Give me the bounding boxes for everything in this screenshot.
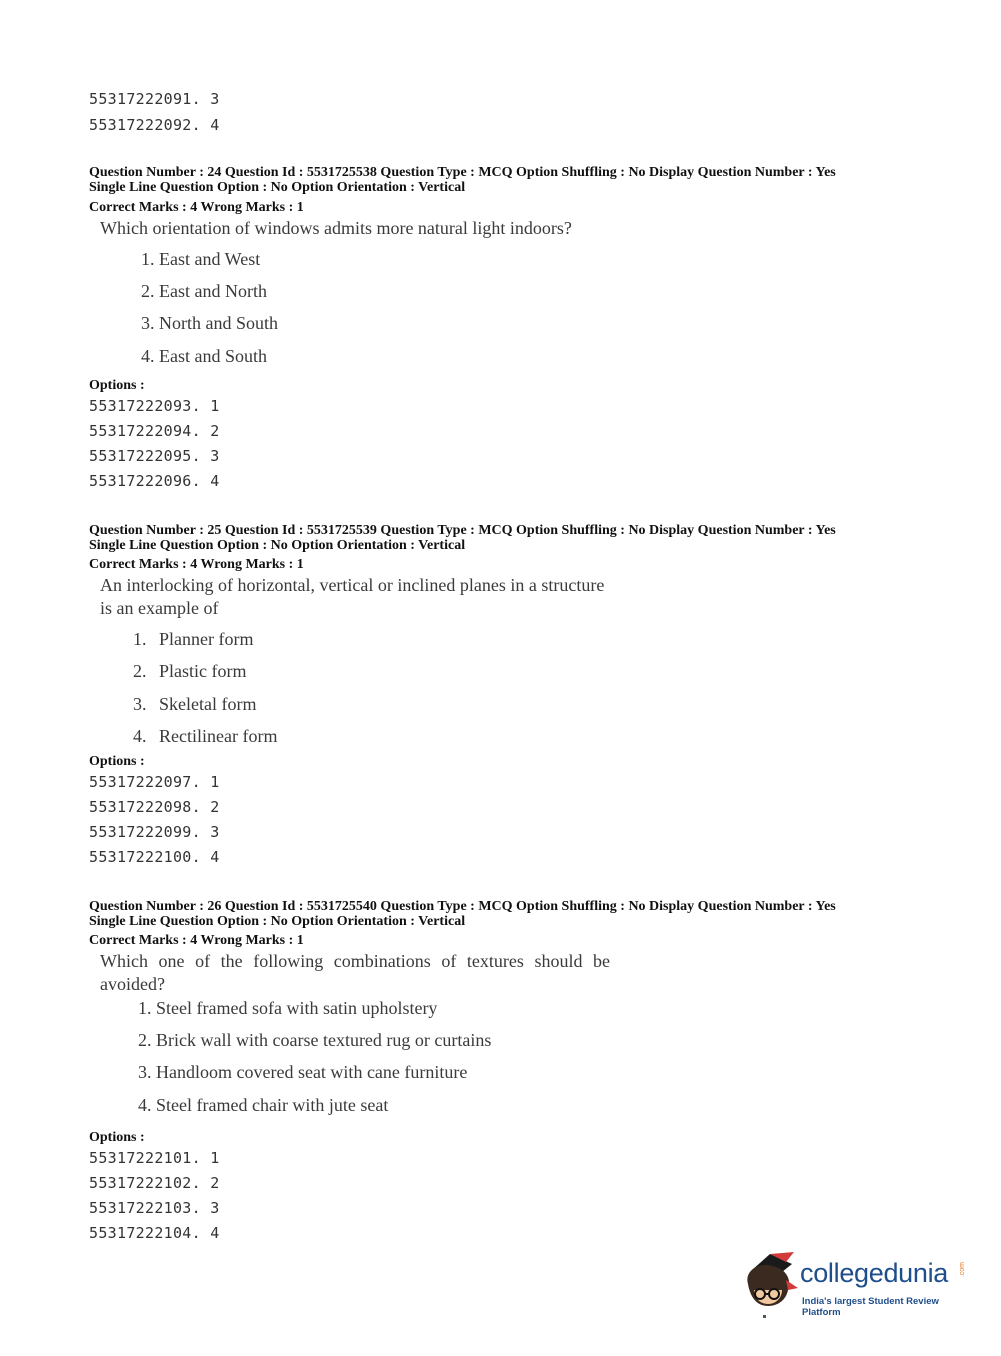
answer-choice: [133, 661, 247, 682]
option-id-line: 55317222098. 2: [89, 798, 220, 816]
options-label: Options :: [89, 378, 145, 393]
option-id-line: 55317222100. 4: [89, 848, 220, 866]
options-label: Options :: [89, 1130, 145, 1145]
choice-number: 3.: [138, 1062, 152, 1082]
option-id-line: 55317222102. 2: [89, 1174, 220, 1192]
choice-number: 4.: [133, 726, 147, 746]
options-label: Options :: [89, 754, 145, 769]
choice-number: 4.: [138, 1095, 152, 1115]
choice-text: Rectilinear form: [159, 726, 278, 746]
logo-suffix: .com: [959, 1262, 966, 1278]
question-text-line: Which one of the following combinations of textures should be: [100, 951, 610, 971]
page-mark: [763, 1315, 766, 1318]
mascot-icon: [742, 1250, 800, 1312]
question-text-line: is an example of: [100, 598, 219, 618]
question-text-line: avoided?: [100, 974, 165, 994]
question-marks: Correct Marks : 4 Wrong Marks : 1: [89, 933, 304, 948]
choice-number: 1.: [141, 249, 155, 269]
answer-choice: [138, 1062, 467, 1083]
answer-choice: [138, 1030, 491, 1051]
option-id-line: 55317222099. 3: [89, 823, 220, 841]
question-meta-line: Single Line Question Option : No Option Orientation : Vertical: [89, 180, 466, 195]
question-text: [100, 574, 604, 620]
option-id-line: 55317222095. 3: [89, 447, 220, 465]
collegedunia-logo[interactable]: [742, 1250, 972, 1316]
option-id-line: 55317222092. 4: [89, 116, 220, 134]
choice-text: East and West: [159, 249, 261, 269]
question-meta-line: Single Line Question Option : No Option Orientation : Vertical: [89, 538, 466, 553]
question-meta-line: Single Line Question Option : No Option Orientation : Vertical: [89, 914, 466, 929]
question-text-line: An interlocking of horizontal, vertical or inclined planes in a structure: [100, 575, 605, 595]
question-marks: Correct Marks : 4 Wrong Marks : 1: [89, 200, 304, 215]
question-text-line: Which orientation of windows admits more natural light indoors?: [100, 218, 572, 238]
answer-choice: [133, 726, 277, 747]
question-meta-line: Question Number : 25 Question Id : 5531725539 Question Type : MCQ Option Shuffling : No Display Question Number : Yes: [89, 523, 836, 538]
answer-choice: [138, 998, 437, 1019]
choice-text: Brick wall with coarse textured rug or curtains: [156, 1030, 492, 1050]
choice-text: Skeletal form: [159, 694, 257, 714]
choice-text: Plastic form: [159, 661, 247, 681]
choice-number: 1.: [133, 629, 147, 649]
option-id-line: 55317222091. 3: [89, 90, 220, 108]
logo-tagline: India's largest Student Review Platform: [802, 1296, 939, 1318]
choice-text: East and North: [159, 281, 267, 301]
choice-number: 4.: [141, 346, 155, 366]
answer-choice: [141, 281, 267, 302]
answer-choice: [133, 629, 253, 650]
choice-number: 3.: [141, 313, 155, 333]
option-id-line: 55317222097. 1: [89, 773, 220, 791]
choice-text: North and South: [159, 313, 278, 333]
answer-choice: [141, 313, 278, 334]
choice-text: East and South: [159, 346, 267, 366]
choice-text: Handloom covered seat with cane furniture: [156, 1062, 468, 1082]
choice-number: 2.: [133, 661, 147, 681]
option-id-line: 55317222103. 3: [89, 1199, 220, 1217]
question-text: [100, 217, 572, 240]
choice-number: 2.: [138, 1030, 152, 1050]
question-marks: Correct Marks : 4 Wrong Marks : 1: [89, 557, 304, 572]
question-meta-line: Question Number : 26 Question Id : 5531725540 Question Type : MCQ Option Shuffling : No Display Question Number : Yes: [89, 899, 836, 914]
answer-choice: [138, 1095, 388, 1116]
question-text: [100, 950, 610, 996]
option-id-line: 55317222094. 2: [89, 422, 220, 440]
choice-text: Planner form: [159, 629, 254, 649]
choice-text: Steel framed sofa with satin upholstery: [156, 998, 438, 1018]
choice-number: 3.: [133, 694, 147, 714]
question-meta-line: Question Number : 24 Question Id : 5531725538 Question Type : MCQ Option Shuffling : No Display Question Number : Yes: [89, 165, 836, 180]
answer-choice: [141, 346, 267, 367]
choice-text: Steel framed chair with jute seat: [156, 1095, 389, 1115]
option-id-line: 55317222104. 4: [89, 1224, 220, 1242]
option-id-line: 55317222096. 4: [89, 472, 220, 490]
answer-choice: [133, 694, 256, 715]
option-id-line: 55317222093. 1: [89, 397, 220, 415]
answer-choice: [141, 249, 260, 270]
choice-number: 1.: [138, 998, 152, 1018]
option-id-line: 55317222101. 1: [89, 1149, 220, 1167]
logo-wordmark: collegedunia: [800, 1258, 949, 1288]
choice-number: 2.: [141, 281, 155, 301]
